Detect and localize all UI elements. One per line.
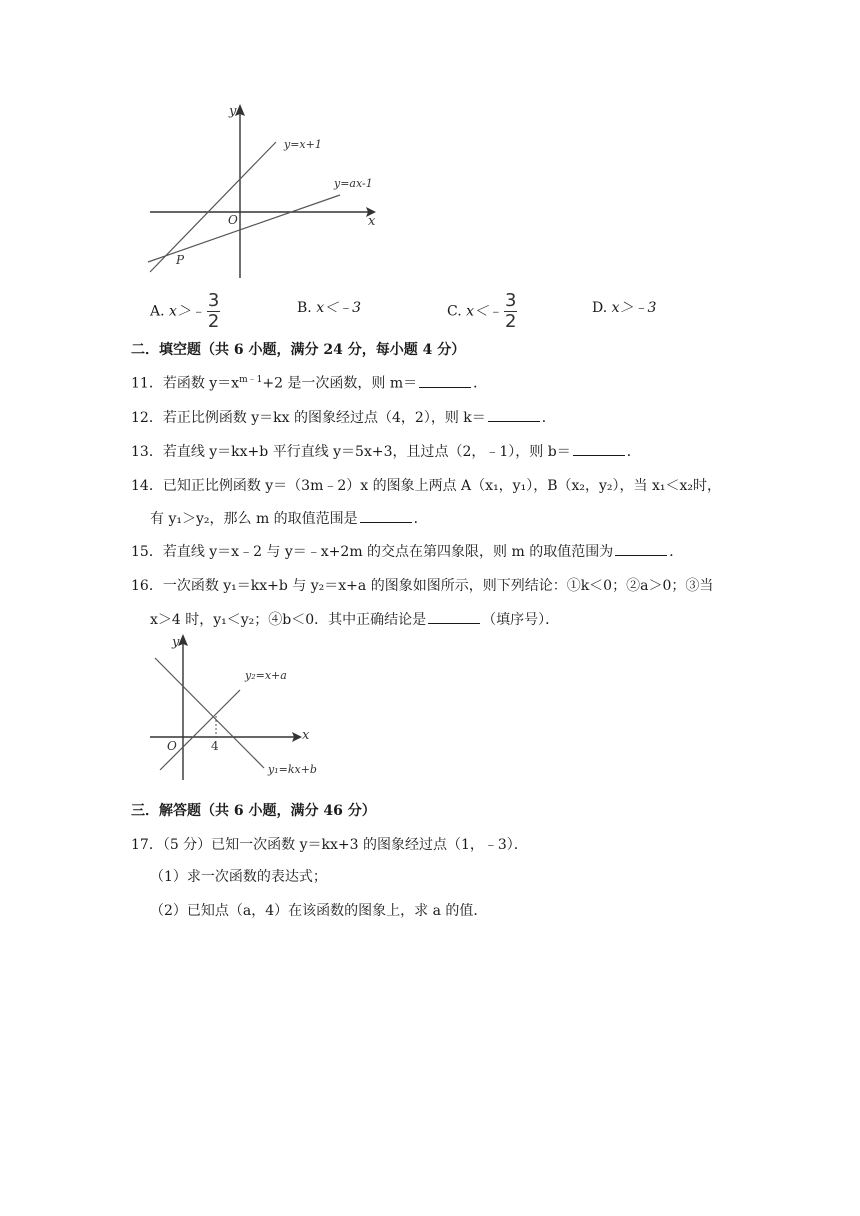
question-14-line-1: 14．已知正比例函数 y＝（3m﹣2）x 的图象上两点 A（x₁，y₁），B（x₂，y₂），当 x₁＜x₂时， bbox=[131, 478, 721, 494]
y-axis-label: y bbox=[229, 104, 237, 119]
line-y-ax-minus-1 bbox=[148, 195, 340, 262]
line1-label: y=x+1 bbox=[284, 138, 322, 151]
origin-label: O bbox=[167, 739, 177, 753]
option-c: C. x＜﹣ $\frac{3}{2}$ bbox=[447, 290, 517, 332]
x-axis-label: x bbox=[368, 214, 376, 229]
line-y-x-plus-1 bbox=[150, 142, 276, 272]
figure-1-graph bbox=[140, 98, 390, 288]
x-axis-label: x bbox=[302, 728, 310, 743]
answer-blank[interactable] bbox=[615, 543, 667, 556]
question-12: 12．若正比例函数 y＝kx 的图象经过点（4，2），则 k＝ ． bbox=[131, 410, 556, 426]
answer-blank[interactable] bbox=[419, 375, 471, 388]
line-y1-label: y₁=kx+b bbox=[268, 763, 317, 776]
question-13: 13．若直线 y＝kx+b 平行直线 y＝5x+3，且过点（2，﹣1），则 b＝ ． bbox=[131, 444, 641, 460]
answer-blank[interactable] bbox=[428, 611, 480, 624]
y-axis-label: y bbox=[172, 635, 180, 650]
origin-label: O bbox=[228, 213, 238, 227]
line-y2-label: y₂=x+a bbox=[245, 669, 287, 682]
question-17-line-1: 17．（5 分）已知一次函数 y＝kx+3 的图象经过点（1，﹣3）． bbox=[131, 837, 528, 853]
line2-label: y=ax-1 bbox=[334, 177, 373, 190]
question-17-part-1: （1）求一次函数的表达式； bbox=[150, 869, 327, 885]
question-14-line-2: 有 y₁＞y₂，那么 m 的取值范围是 ． bbox=[150, 511, 428, 527]
question-16-line-2: x＞4 时，y₁＜y₂；④b＜0．其中正确结论是 （填序号）． bbox=[150, 612, 560, 628]
question-15: 15．若直线 y＝x﹣2 与 y＝﹣x+2m 的交点在第四象限，则 m 的取值范围为 ． bbox=[131, 544, 684, 560]
section-3-heading: 三．解答题（共 6 小题，满分 46 分） bbox=[131, 803, 376, 819]
section-2-heading: 二．填空题（共 6 小题，满分 24 分，每小题 4 分） bbox=[131, 342, 466, 358]
question-11: 11．若函数 $y=x^{m﹣1}+2$ 是一次函数，则 m＝ ． bbox=[131, 375, 488, 392]
option-b: B. x＜﹣3 bbox=[297, 300, 362, 316]
question-17-part-2: （2）已知点（a，4）在该函数的图象上，求 a 的值． bbox=[150, 903, 488, 919]
point-p-label: P bbox=[176, 253, 185, 267]
tick-4-label: 4 bbox=[211, 739, 219, 753]
option-a: A. x＞﹣ $\frac{3}{2}$ bbox=[150, 290, 220, 332]
figure-2-graph bbox=[140, 632, 340, 782]
line-y2-x-plus-a bbox=[160, 690, 240, 770]
answer-blank[interactable] bbox=[360, 510, 412, 523]
question-16-line-1: 16．一次函数 y₁＝kx+b 与 y₂＝x+a 的图象如图所示，则下列结论：①k＜0；②a＞0；③当 bbox=[131, 578, 714, 594]
answer-blank[interactable] bbox=[488, 409, 540, 422]
answer-blank[interactable] bbox=[573, 443, 625, 456]
option-d: D. x＞﹣3 bbox=[592, 300, 657, 316]
